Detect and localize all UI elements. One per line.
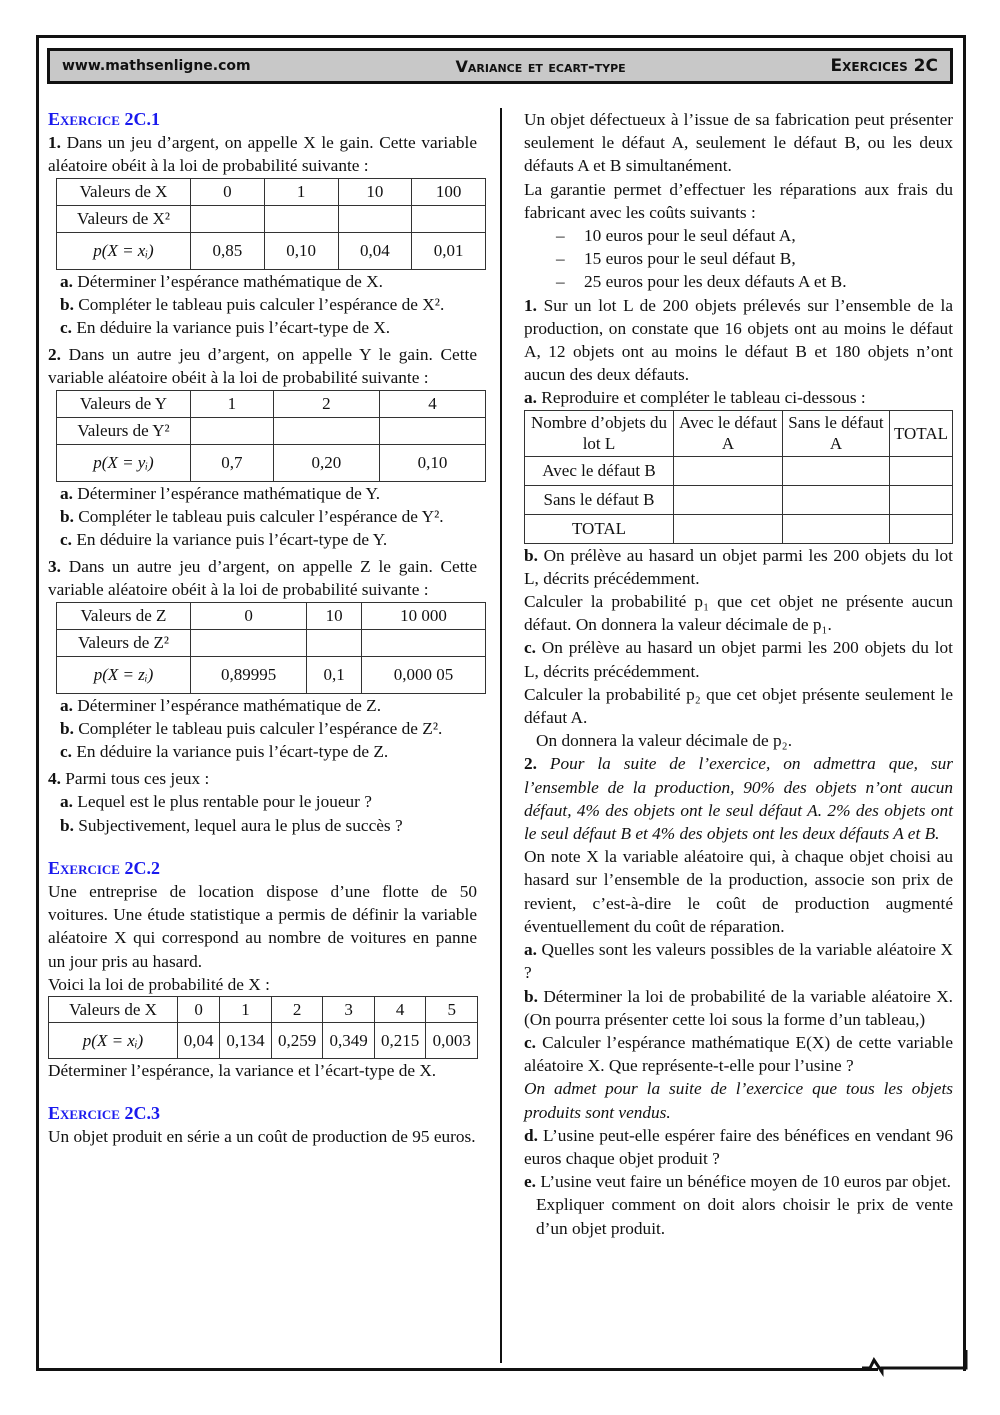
cell: 2 [273, 390, 379, 417]
label: a. [60, 271, 73, 291]
label: c. [60, 742, 72, 762]
col-header: Avec le défaut A [674, 410, 783, 456]
cell: 0,349 [323, 1023, 375, 1059]
exercise-3-title: Exercice 2C.3 [48, 1103, 160, 1124]
cell [191, 629, 307, 656]
cell: 0,1 [307, 656, 362, 693]
cell: 1 [264, 178, 338, 205]
cell [379, 417, 485, 444]
cell: 3 [323, 997, 375, 1023]
table-row [525, 456, 953, 485]
list-item: – 25 euros pour les deux défauts A et B. [556, 270, 953, 293]
q-number: 2. [524, 754, 537, 774]
ex1-q3a [48, 694, 477, 717]
q-text: Déterminer l’espérance mathématique de X. [77, 271, 383, 291]
cell [264, 205, 338, 232]
ex2-question: Déterminer l’espérance, la variance et l’écart-type de X. [48, 1061, 437, 1081]
ex3-q1b [524, 544, 953, 590]
ex3-p1: Un objet défectueux à l’issue de sa fabrication peut présenter seulement le défaut A, seulement le défaut B, ou les deux défauts A et B simultanément. [524, 110, 953, 176]
table-row [57, 656, 486, 693]
ex1-q1a [48, 270, 477, 293]
cell [412, 205, 486, 232]
left-column [48, 108, 477, 1149]
page-frame-bottom [36, 1368, 878, 1371]
label: a. [60, 483, 73, 503]
page-title: Variance et ecart-type [455, 56, 626, 76]
label: b. [60, 506, 74, 526]
col-header: TOTAL [889, 410, 952, 456]
ex1-q2c [48, 528, 477, 551]
q-number: 1. [524, 295, 537, 315]
table-ex2 [48, 996, 478, 1059]
ex1-q2a [48, 482, 477, 505]
table-row [57, 178, 486, 205]
ex3-q1c [524, 636, 953, 682]
label: b. [524, 986, 538, 1006]
table-row [525, 485, 953, 514]
cell: 0,01 [412, 232, 486, 269]
cell: 0,215 [374, 1023, 426, 1059]
table-row [57, 444, 486, 481]
cell: 4 [374, 997, 426, 1023]
label: b. [60, 815, 74, 835]
row-label: Valeurs de Y² [57, 417, 191, 444]
ex1-q3b [48, 717, 477, 740]
table-y [56, 390, 486, 482]
table-row [57, 390, 486, 417]
exercise-1-title: Exercice 2C.1 [48, 109, 160, 129]
cell [338, 205, 412, 232]
q-text: On prélève au hasard un objet parmi les 200 objets du lot L, décrits précédemment. [524, 545, 953, 588]
q-text: Lequel est le plus rentable pour le joueur ? [77, 792, 372, 812]
cell: 0,7 [191, 444, 274, 481]
table-row [49, 997, 478, 1023]
label: e. [524, 1172, 536, 1192]
cell [674, 514, 783, 543]
table-row [57, 232, 486, 269]
label: b. [60, 718, 74, 738]
table-row [49, 1023, 478, 1059]
exercise-2-title: Exercice 2C.2 [48, 857, 160, 878]
ex1-q3c [48, 740, 477, 763]
row-header: Avec le défaut B [525, 456, 674, 485]
ex1-q2 [48, 343, 477, 389]
cell: 0,000 05 [362, 656, 486, 693]
label: b. [60, 294, 74, 314]
table-row [57, 205, 486, 232]
cell: 0,259 [271, 1023, 323, 1059]
cell [674, 456, 783, 485]
ex1-q4a [48, 790, 477, 813]
cell: 5 [426, 997, 478, 1023]
ex3-q1a [524, 386, 953, 409]
cell: 0,20 [273, 444, 379, 481]
cell [307, 629, 362, 656]
ex3-q2b [524, 985, 953, 1031]
q-text: Déterminer la loi de probabilité de la variable aléatoire X. (On pourra présenter cette loi sous la forme d’un tableau,) [524, 986, 954, 1029]
q-text: Dans un autre jeu d’argent, on appelle Z le gain. Cette variable aléatoire obéit à la loi de probabilité suivante : [48, 557, 477, 600]
table-ex3 [524, 410, 953, 544]
ex1-q2b [48, 505, 477, 528]
ex2-text: Une entreprise de location dispose d’une flotte de 50 voitures. Une étude statistique a permis de définir la variable aléatoire X qui correspond au nombre de voitures en panne un jour pris au hasard. [48, 882, 477, 971]
label: a. [524, 388, 537, 408]
label: a. [524, 940, 537, 960]
page-header [47, 48, 953, 84]
ex1-q4b [48, 814, 477, 837]
row-label: Valeurs de X [57, 178, 191, 205]
q-text: En déduire la variance puis l’écart-type de X. [76, 318, 391, 338]
cell: 0,10 [379, 444, 485, 481]
cell [191, 417, 274, 444]
q-text: Quelles sont les valeurs possibles de la variable aléatoire X ? [524, 940, 953, 983]
label: b. [524, 545, 538, 565]
cell [782, 485, 889, 514]
label: c. [524, 638, 536, 658]
cell: 0 [191, 178, 265, 205]
q-text: Reproduire et compléter le tableau ci-dessous : [541, 388, 866, 408]
q-text: Déterminer l’espérance mathématique de Z. [77, 695, 382, 715]
table-z [56, 602, 486, 694]
ex3-q2a [524, 938, 953, 984]
q-text: L’usine veut faire un bénéfice moyen de 10 euros par objet. [540, 1172, 951, 1192]
cell [889, 485, 952, 514]
q-text: Déterminer l’espérance mathématique de Y. [77, 483, 381, 503]
list-item: – 10 euros pour le seul défaut A, [556, 224, 953, 247]
ex1-q4 [48, 767, 477, 790]
cell [782, 456, 889, 485]
ex1-q1 [48, 131, 477, 177]
cell: 0,85 [191, 232, 265, 269]
ex3-q1b2: Calculer la probabilité p₁ que cet objet ne présente aucun défaut. On donnera la valeur décimale de p₁. [524, 592, 953, 635]
q-text: Pour la suite de l’exercice, on admettra que, sur l’ensemble de la production, 90% des objets n’ont aucun défaut, 4% des objets ont le seul défaut A. 2% des objets ont le seul défaut B et 4% des objets ont les deux défauts A et B. [524, 754, 953, 844]
site-url: www.mathsenligne.com [62, 58, 251, 74]
spacer [48, 1082, 477, 1102]
ex3-q1c3: On donnera la valeur décimale de p₂. [536, 731, 793, 751]
cell: 0 [178, 997, 220, 1023]
cell [889, 456, 952, 485]
ex3-q2-note [524, 1077, 953, 1123]
q-text: Subjectivement, lequel aura le plus de succès ? [78, 815, 403, 835]
row-label: p(X = zᵢ) [57, 656, 191, 693]
row-label: p(X = xᵢ) [49, 1023, 178, 1059]
cost-list [524, 224, 953, 294]
column-divider [500, 108, 502, 1363]
q-text: Dans un autre jeu d’argent, on appelle Y le gain. Cette variable aléatoire obéit à la loi de probabilité suivante : [48, 345, 477, 388]
table-x [56, 178, 486, 270]
spacer [48, 837, 477, 857]
cell: 10 [307, 602, 362, 629]
row-label: Valeurs de X [49, 997, 178, 1023]
right-column [524, 108, 953, 1240]
col-header: Sans le défaut A [782, 410, 889, 456]
ex3-q2d [524, 1124, 953, 1170]
ex3-q2e [524, 1170, 953, 1193]
cell: 2 [271, 997, 323, 1023]
row-label: Valeurs de Y [57, 390, 191, 417]
q-text: En déduire la variance puis l’écart-type de Y. [76, 530, 388, 550]
cell: 100 [412, 178, 486, 205]
cell [889, 514, 952, 543]
cell: 0,89995 [191, 656, 307, 693]
cell: 0,003 [426, 1023, 478, 1059]
q-text: Compléter le tableau puis calculer l’espérance de Z². [78, 718, 443, 738]
ex3-q1c2: Calculer la probabilité p₂ que cet objet présente seulement le défaut A. [524, 684, 953, 728]
row-header: TOTAL [525, 514, 674, 543]
q-text: Sur un lot L de 200 objets prélevés sur l’ensemble de la production, on constate que 16 objets ont au moins le défaut A, 12 objets ont au moins le défaut B et 180 objets n’ont aucun des deux défauts. [524, 295, 953, 385]
q-text: Dans un jeu d’argent, on appelle X le gain. Cette variable aléatoire obéit à la loi de probabilité suivante : [48, 133, 477, 176]
ex3-q2c [524, 1031, 953, 1077]
cell: 0 [191, 602, 307, 629]
label: a. [60, 695, 73, 715]
cell [191, 205, 265, 232]
q-number: 4. [48, 769, 61, 789]
ex3-q2 [524, 752, 953, 845]
cell: 0,04 [338, 232, 412, 269]
cell: 0,134 [220, 1023, 272, 1059]
exercise-set-label: Exercices 2C [830, 56, 938, 76]
page-fold-icon [862, 1350, 972, 1378]
ex3-q2-def: On note X la variable aléatoire qui, à chaque objet choisi au hasard sur l’ensemble de la production, associe son prix de revient, c’est-à-dire le coût de production augmenté éventuellement du coût de réparation. [524, 847, 953, 936]
cell [674, 485, 783, 514]
corner-header: Nombre d’objets du lot L [525, 410, 674, 456]
cell: 4 [379, 390, 485, 417]
ex1-q1c [48, 316, 477, 339]
note-text: On admet pour la suite de l’exercice que tous les objets produits sont vendus. [524, 1079, 953, 1122]
cell: 1 [220, 997, 272, 1023]
ex2-intro-table: Voici la loi de probabilité de X : [48, 974, 270, 994]
q-number: 1. [48, 133, 61, 153]
list-item: – 15 euros pour le seul défaut B, [556, 247, 953, 270]
ex1-q1b [48, 293, 477, 316]
cell [782, 514, 889, 543]
label: c. [60, 530, 72, 550]
row-label: Valeurs de Z² [57, 629, 191, 656]
label: a. [60, 792, 73, 812]
cell: 1 [191, 390, 274, 417]
row-label: p(X = yᵢ) [57, 444, 191, 481]
cell: 10 000 [362, 602, 486, 629]
row-label: Valeurs de X² [57, 205, 191, 232]
table-row [525, 514, 953, 543]
q-text: L’usine peut-elle espérer faire des bénéfices en vendant 96 euros chaque objet produit ? [524, 1125, 954, 1168]
table-row [57, 417, 486, 444]
cell: 0,04 [178, 1023, 220, 1059]
cell: 0,10 [264, 232, 338, 269]
row-label: p(X = xᵢ) [57, 232, 191, 269]
q-text: Compléter le tableau puis calculer l’espérance de X². [78, 294, 445, 314]
q-text: En déduire la variance puis l’écart-type de Z. [76, 742, 389, 762]
label: c. [524, 1032, 536, 1052]
ex3-p2: La garantie permet d’effectuer les réparations aux frais du fabricant avec les coûts suivants : [524, 179, 953, 222]
table-row [525, 410, 953, 456]
ex3-q1 [524, 294, 953, 387]
ex1-q3 [48, 555, 477, 601]
ex3-intro: Un objet produit en série a un coût de production de 95 euros. [48, 1127, 476, 1147]
cell: 10 [338, 178, 412, 205]
table-row [57, 602, 486, 629]
label: c. [60, 318, 72, 338]
row-header: Sans le défaut B [525, 485, 674, 514]
q-text: Calculer l’espérance mathématique E(X) de cette variable aléatoire X. Que représente-t-elle pour l’usine ? [524, 1032, 954, 1076]
cell [273, 417, 379, 444]
row-label: Valeurs de Z [57, 602, 191, 629]
q-text: Compléter le tableau puis calculer l’espérance de Y². [78, 506, 444, 526]
cell [362, 629, 486, 656]
q-number: 3. [48, 557, 61, 577]
q-text: On prélève au hasard un objet parmi les 200 objets du lot L, décrits précédemment. [524, 638, 953, 681]
label: d. [524, 1125, 538, 1145]
ex3-q2e2: Expliquer comment on doit alors choisir le prix de vente d’un objet produit. [536, 1195, 953, 1238]
q-text: Parmi tous ces jeux : [65, 769, 210, 789]
table-row [57, 629, 486, 656]
q-number: 2. [48, 345, 61, 365]
